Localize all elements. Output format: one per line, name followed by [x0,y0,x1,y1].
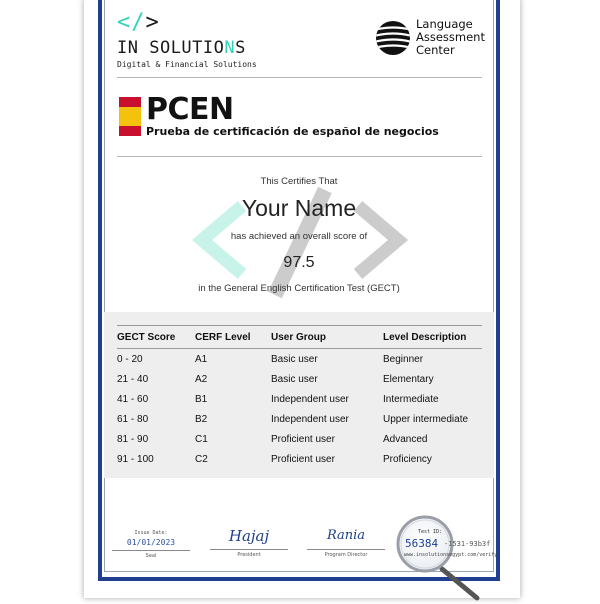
signature-line [210,549,288,550]
magnifier-icon [395,514,498,604]
brand-name-part: S [235,38,246,58]
divider [117,77,482,78]
seal-label: Seal [145,553,157,559]
director-signature-block [307,523,385,558]
issue-date-label: Issue Date: [134,530,168,536]
column-header: Level Description [383,326,482,349]
test-id-suffix: -1531-93b3f [444,540,491,548]
president-signature-block [210,523,288,558]
director-signature: Rania [326,528,366,543]
table-row [117,349,482,370]
table-row [117,389,482,409]
partner-line: Center [416,43,455,57]
table-cell: A2 [195,373,208,385]
spain-flag-icon [119,97,141,136]
code-close-glyph: > [145,10,160,35]
verify-link[interactable]: www.insolutionsegypt.com/verify [404,552,498,558]
achieved-text: has achieved an overall score of [230,231,368,242]
brand-name-part: N SOLUTIO [127,38,225,58]
issue-date-block [112,530,190,559]
table-cell: Independent user [271,413,349,425]
overall-score: 97.5 [283,254,315,271]
globe-logo-icon [376,21,410,55]
table-row [117,429,482,449]
table-cell: Advanced [383,433,428,445]
table-cell: C1 [195,433,208,445]
column-header: User Group [271,326,383,349]
issue-date-value: 01/01/2023 [126,538,176,547]
brand-name [117,38,246,58]
table-cell: B1 [195,393,208,405]
table-cell: Proficient user [271,433,335,445]
brand-name-accent: N [224,38,236,58]
table-cell: Upper intermediate [383,413,469,425]
brand-code-logo [117,10,160,35]
divider [117,156,482,157]
test-id-label: Test ID: [418,529,443,535]
brand-tagline: Digital & Financial Solutions [117,60,257,69]
table-row [117,449,482,469]
table-cell: Beginner [383,353,424,365]
signature-line [112,550,190,551]
table-cell: Basic user [271,373,318,385]
table-cell: Elementary [383,373,434,385]
table-cell: 61 - 80 [117,413,149,425]
certifies-text: This Certifies That [260,176,338,187]
signature-line [307,549,385,550]
column-header: CERF Level [195,326,271,349]
table-cell: 21 - 40 [117,373,149,385]
brand-name-part: I [117,38,128,58]
table-cell: 91 - 100 [117,453,154,465]
table-cell: C2 [195,453,208,465]
partner-line: Language [416,17,473,31]
president-label: President [237,552,261,558]
partner-line: Assessment [416,30,485,44]
recipient-name: Your Name [241,195,357,221]
table-row [117,409,482,429]
table-cell: Proficient user [271,453,335,465]
table-cell: Independent user [271,393,349,405]
table-cell: 41 - 60 [117,393,149,405]
score-table [117,325,482,469]
exam-acronym: PCEN [146,92,234,127]
table-row [117,369,482,389]
partner-name [416,18,485,57]
test-name: in the General English Certification Test (GECT) [198,283,400,294]
table-cell: Basic user [271,353,318,365]
table-cell: B2 [195,413,208,425]
director-label: Program Director [324,552,368,558]
test-id-main: 56384 [405,537,439,550]
code-open-glyph: </ [117,10,146,35]
column-header: GECT Score [117,326,195,349]
table-cell: Intermediate [383,393,439,405]
exam-full-name: Prueba de certificación de español de negocios [146,125,439,138]
table-cell: 81 - 90 [117,433,149,445]
table-cell: Proficiency [383,453,432,465]
table-header-row [117,326,482,349]
president-signature: Hajaj [228,527,270,545]
table-cell: A1 [195,353,208,365]
table-cell: 0 - 20 [117,353,143,365]
